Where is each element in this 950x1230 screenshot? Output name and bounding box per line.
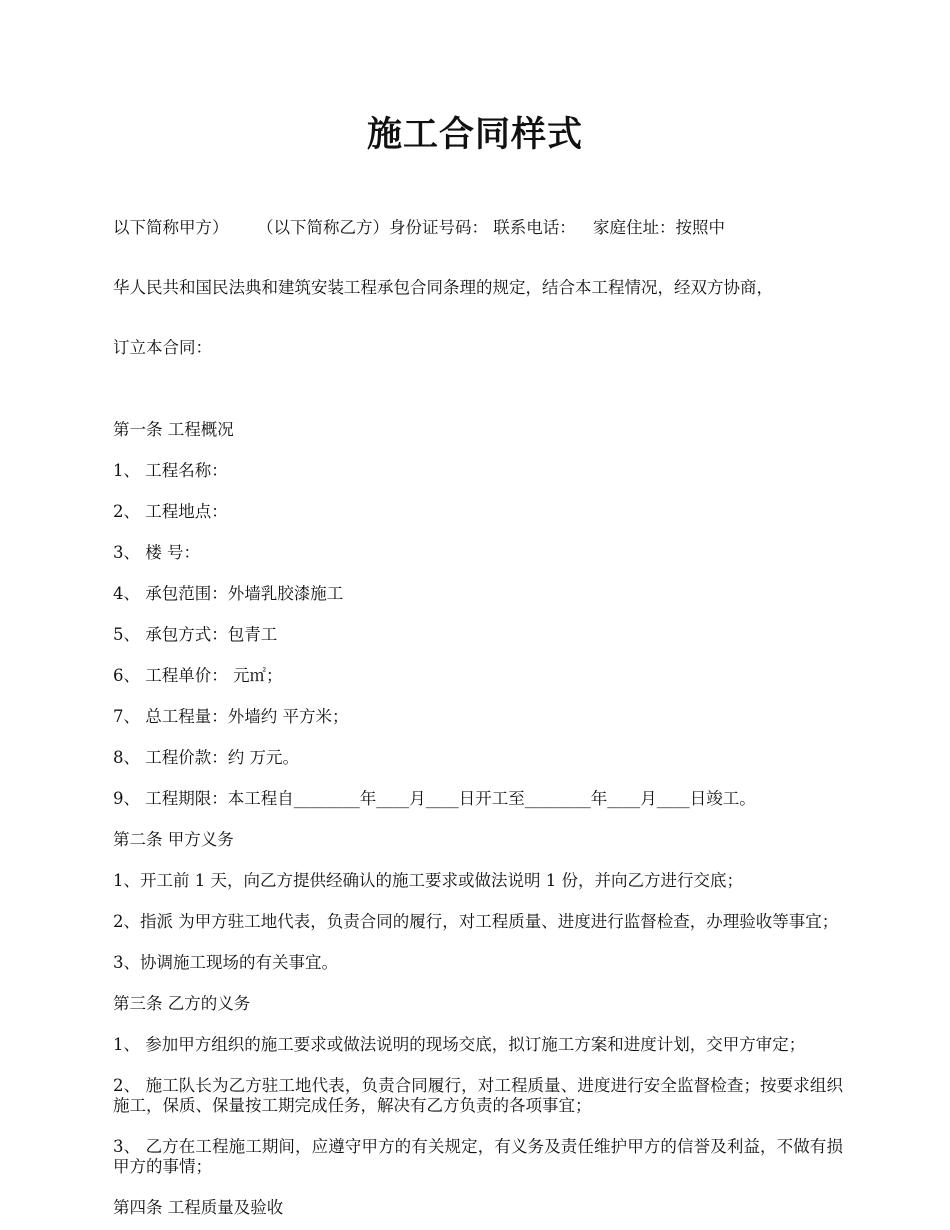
- party-b-duty-1: 1、 参加甲方组织的施工要求或做法说明的现场交底，拟订施工方案和进度计划，交甲方审定；: [113, 1035, 806, 1054]
- section-heading-4: 第四条 工程质量及验收: [113, 1198, 284, 1217]
- contract-method-item: 5、 承包方式：包青工: [113, 625, 278, 644]
- total-quantity-item: 7、 总工程量：外墙约 平方米；: [113, 707, 349, 726]
- intro-paragraph: [113, 178, 843, 398]
- party-a-duty-3: 3、协调施工现场的有关事宜。: [113, 953, 338, 972]
- party-b-duty-3: 3、 乙方在工程施工期间，应遵守甲方的有关规定，有义务及责任维护甲方的信誉及利益，不做有损甲方的事情；: [113, 1137, 843, 1176]
- party-a-duty-1: 1、开工前 1 天，向乙方提供经确认的施工要求或做法说明 1 份，并向乙方进行交底；: [113, 871, 743, 890]
- project-period-item: 9、 工程期限：本工程自________年____月____日开工至________年____月____日竣工。: [113, 789, 756, 808]
- section-heading-2: 第二条 甲方义务: [113, 830, 234, 849]
- intro-line: 华人民共和国民法典和建筑安装工程承包合同条理的规定，结合本工程情况，经双方协商，: [113, 278, 773, 297]
- section-heading-3: 第三条 乙方的义务: [113, 994, 251, 1013]
- project-name-item: 1、 工程名称：: [113, 461, 228, 480]
- party-b-duty-2: 2、 施工队长为乙方驻工地代表，负责合同履行，对工程质量、进度进行安全监督检查；按要求组织施工，保质、保量按工期完成任务，解决有乙方负责的各项事宜；: [113, 1076, 843, 1115]
- project-location-item: 2、 工程地点：: [113, 502, 228, 521]
- unit-price-item: 6、 工程单价： 元㎡；: [113, 666, 283, 685]
- section-heading-1: 第一条 工程概况: [113, 420, 234, 439]
- document-title: 施工合同样式: [366, 114, 583, 155]
- project-price-item: 8、 工程价款：约 万元。: [113, 748, 299, 767]
- document-body: [113, 178, 843, 1218]
- building-number-item: 3、 楼 号：: [113, 543, 200, 562]
- contract-scope-item: 4、 承包范围：外墙乳胶漆施工: [113, 584, 344, 603]
- intro-line: 订立本合同：: [113, 338, 212, 357]
- intro-line: 以下简称甲方） （以下简称乙方）身份证号码： 联系电话： 家庭住址：按照中: [113, 218, 725, 237]
- party-a-duty-2: 2、指派 为甲方驻工地代表，负责合同的履行，对工程质量、进度进行监督检查，办理验收等事宜；: [113, 912, 839, 931]
